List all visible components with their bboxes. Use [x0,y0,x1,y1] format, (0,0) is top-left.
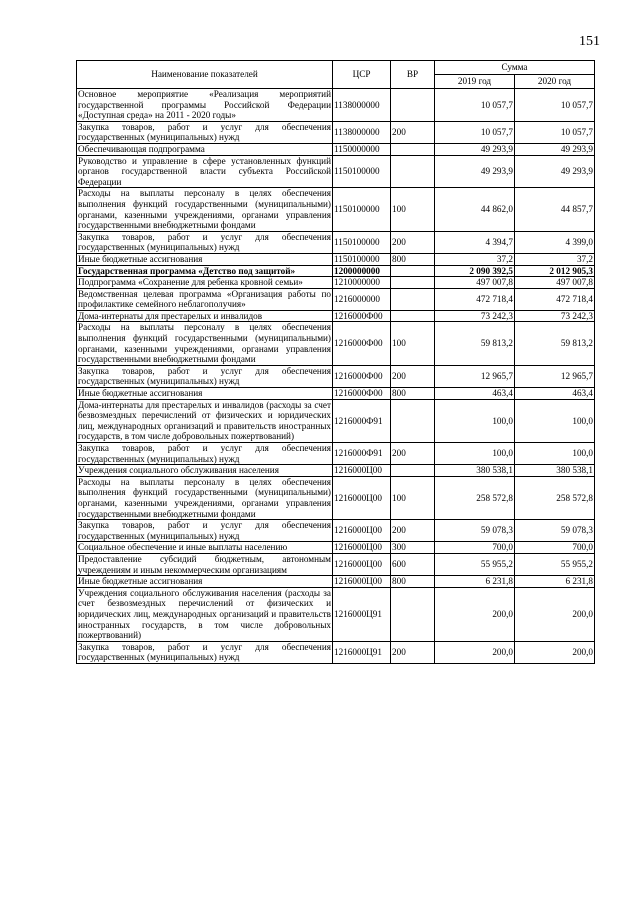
row-csr-cell: 1216000Ф00 [333,365,391,387]
row-amount-2020-cell: 59 078,3 [515,520,595,542]
row-vr-cell [391,265,435,277]
row-csr-cell: 1216000Ц00 [333,553,391,575]
page-number: 151 [579,34,600,49]
row-name-cell: Подпрограмма «Сохранение для ребенка кровной семьи» [77,277,333,289]
table-row [77,587,595,641]
row-vr-cell: 800 [391,253,435,265]
row-name-cell: Государственная программа «Детство под защитой» [77,265,333,277]
row-vr-cell: 100 [391,322,435,365]
table-row [77,231,595,253]
table-row [77,520,595,542]
row-csr-cell: 1216000Ф00 [333,322,391,365]
row-amount-2019-cell: 200,0 [435,587,515,641]
row-amount-2019-cell: 12 965,7 [435,365,515,387]
row-csr-cell: 1216000Ф91 [333,399,391,442]
budget-table [76,60,595,664]
row-amount-2020-cell: 6 231,8 [515,576,595,588]
row-amount-2020-cell: 59 813,2 [515,322,595,365]
row-vr-cell: 600 [391,553,435,575]
row-csr-cell: 1216000Ф00 [333,388,391,400]
row-vr-cell: 300 [391,542,435,554]
table-row [77,143,595,155]
row-csr-cell: 1216000Ц91 [333,587,391,641]
row-csr-cell: 1150000000 [333,143,391,155]
row-amount-2019-cell: 10 057,7 [435,89,515,122]
table-row [77,576,595,588]
row-vr-cell [391,465,435,477]
table-row [77,89,595,122]
header-csr: ЦСР [333,61,391,89]
row-amount-2019-cell: 49 293,9 [435,143,515,155]
row-csr-cell: 1150100000 [333,231,391,253]
row-vr-cell: 200 [391,520,435,542]
table-row [77,155,595,188]
row-name-cell: Основное мероприятие «Реализация мероприятий государственной программы Российской Федерации «Доступная среда» на 2011 - 2020 годы» [78,89,331,121]
row-vr-cell: 200 [391,641,435,663]
row-vr-cell: 200 [391,443,435,465]
table-row [77,288,595,310]
row-vr-cell [391,143,435,155]
row-amount-2019-cell: 2 090 392,5 [435,265,515,277]
row-amount-2020-cell: 37,2 [515,253,595,265]
row-amount-2020-cell: 472 718,4 [515,288,595,310]
row-csr-cell: 1216000Ц00 [333,476,391,519]
row-csr-cell: 1216000Ц00 [333,542,391,554]
row-amount-2019-cell: 100,0 [435,443,515,465]
row-csr-cell: 1216000Ц91 [333,641,391,663]
row-name-cell: Закупка товаров, работ и услуг для обеспечения государственных (муниципальных) нужд [78,641,331,663]
row-amount-2020-cell: 44 857,7 [515,188,595,231]
row-amount-2020-cell: 497 007,8 [515,277,595,289]
row-amount-2020-cell: 10 057,7 [515,121,595,143]
header-sum: Сумма [435,61,595,75]
table-row [77,476,595,519]
row-amount-2020-cell: 463,4 [515,388,595,400]
row-name-cell: Руководство и управление в сфере установленных функций органов государственной власти субъекта Российской Федерации [78,155,331,187]
row-amount-2019-cell: 380 538,1 [435,465,515,477]
table-row [77,253,595,265]
row-amount-2020-cell: 4 399,0 [515,231,595,253]
row-name-cell: Предоставление субсидий бюджетным, автономным учреждениям и иным некоммерческим организациям [78,553,331,575]
row-name-cell: Учреждения социального обслуживания населения (расходы за счет безвозмездных перечислений от физических и юридических лиц, международных организаций и правительств иностранных государств, в том числе добровольных пожертвований) [78,587,331,641]
row-name-cell: Дома-интернаты для престарелых и инвалидов [77,310,333,322]
row-name-cell: Закупка товаров, работ и услуг для обеспечения государственных (муниципальных) нужд [78,520,331,541]
row-vr-cell [391,310,435,322]
row-amount-2019-cell: 258 572,8 [435,476,515,519]
row-amount-2019-cell: 472 718,4 [435,288,515,310]
row-csr-cell: 1150100000 [333,253,391,265]
row-amount-2020-cell: 49 293,9 [515,143,595,155]
table-row [77,365,595,387]
row-amount-2020-cell: 73 242,3 [515,310,595,322]
row-csr-cell: 1150100000 [333,155,391,188]
row-vr-cell: 200 [391,121,435,143]
row-amount-2019-cell: 49 293,9 [435,155,515,188]
row-vr-cell [391,288,435,310]
table-row [77,443,595,465]
row-amount-2019-cell: 55 955,2 [435,553,515,575]
row-amount-2019-cell: 200,0 [435,641,515,663]
row-amount-2020-cell: 49 293,9 [515,155,595,188]
header-name: Наименование показателей [77,61,333,89]
row-csr-cell: 1216000Ф91 [333,443,391,465]
row-csr-cell: 1216000Ц00 [333,576,391,588]
table-row [77,277,595,289]
header-year-2020: 2020 год [515,75,595,89]
table-row [77,121,595,143]
row-vr-cell: 800 [391,576,435,588]
row-vr-cell: 100 [391,476,435,519]
row-csr-cell: 1138000000 [333,121,391,143]
row-name-cell: Иные бюджетные ассигнования [77,576,333,588]
row-name-cell: Закупка товаров, работ и услуг для обеспечения государственных (муниципальных) нужд [78,231,331,253]
table-row [77,188,595,231]
row-name-cell: Расходы на выплаты персоналу в целях обеспечения выполнения функций государственными (муниципальными) органами, казенными учреждениями, органами управления государственными внебюджетными фондами [78,476,331,519]
row-name-cell: Учреждения социального обслуживания населения [77,465,333,477]
row-csr-cell: 1200000000 [333,265,391,277]
row-amount-2020-cell: 200,0 [515,641,595,663]
row-amount-2019-cell: 497 007,8 [435,277,515,289]
row-csr-cell: 1150100000 [333,188,391,231]
row-amount-2019-cell: 44 862,0 [435,188,515,231]
row-amount-2020-cell: 100,0 [515,399,595,442]
row-vr-cell [391,277,435,289]
row-amount-2019-cell: 59 078,3 [435,520,515,542]
row-name-cell: Дома-интернаты для престарелых и инвалидов (расходы за счет безвозмездных перечислений от физических и юридических лиц, международных организаций и правительств иностранных государств, в том числе добровольных пожертвований) [78,399,331,442]
row-name-cell: Иные бюджетные ассигнования [77,253,333,265]
row-amount-2020-cell: 10 057,7 [515,89,595,122]
row-csr-cell: 1216000Ц00 [333,520,391,542]
row-amount-2019-cell: 10 057,7 [435,121,515,143]
row-name-cell: Ведомственная целевая программа «Организация работы по профилактике семейного неблагополучия» [78,288,331,310]
row-amount-2020-cell: 2 012 905,3 [515,265,595,277]
row-amount-2020-cell: 200,0 [515,587,595,641]
row-amount-2019-cell: 59 813,2 [435,322,515,365]
row-amount-2019-cell: 700,0 [435,542,515,554]
table-body [77,89,595,664]
header-vr: ВР [391,61,435,89]
table-row [77,542,595,554]
row-vr-cell: 200 [391,365,435,387]
row-amount-2019-cell: 4 394,7 [435,231,515,253]
row-amount-2020-cell: 700,0 [515,542,595,554]
row-name-cell: Закупка товаров, работ и услуг для обеспечения государственных (муниципальных) нужд [78,365,331,387]
row-amount-2019-cell: 73 242,3 [435,310,515,322]
row-amount-2020-cell: 380 538,1 [515,465,595,477]
row-name-cell: Закупка товаров, работ и услуг для обеспечения государственных (муниципальных) нужд [78,443,331,464]
row-csr-cell: 1216000000 [333,288,391,310]
row-vr-cell [391,399,435,442]
row-vr-cell: 100 [391,188,435,231]
row-name-cell: Обеспечивающая подпрограмма [77,143,333,155]
row-vr-cell: 800 [391,388,435,400]
row-name-cell: Закупка товаров, работ и услуг для обеспечения государственных (муниципальных) нужд [78,121,331,143]
row-name-cell: Социальное обеспечение и иные выплаты населению [77,542,333,554]
row-name-cell: Иные бюджетные ассигнования [77,388,333,400]
row-csr-cell: 1138000000 [333,89,391,122]
row-name-cell: Расходы на выплаты персоналу в целях обеспечения выполнения функций государственными (муниципальными) органами, казенными учреждениями, органами управления государственными внебюджетными фондами [78,188,331,231]
row-amount-2020-cell: 55 955,2 [515,553,595,575]
row-amount-2019-cell: 463,4 [435,388,515,400]
table-row [77,265,595,277]
row-amount-2019-cell: 6 231,8 [435,576,515,588]
table-row [77,399,595,442]
row-amount-2020-cell: 258 572,8 [515,476,595,519]
row-vr-cell [391,587,435,641]
row-amount-2019-cell: 100,0 [435,399,515,442]
table-row [77,465,595,477]
table-row [77,641,595,663]
table-row [77,553,595,575]
row-vr-cell [391,89,435,122]
row-vr-cell [391,155,435,188]
header-year-2019: 2019 год [435,75,515,89]
row-amount-2019-cell: 37,2 [435,253,515,265]
row-csr-cell: 1216000Ф00 [333,310,391,322]
table-row [77,310,595,322]
row-vr-cell: 200 [391,231,435,253]
table-row [77,388,595,400]
row-csr-cell: 1210000000 [333,277,391,289]
row-amount-2020-cell: 100,0 [515,443,595,465]
row-name-cell: Расходы на выплаты персоналу в целях обеспечения выполнения функций государственными (муниципальными) органами, казенными учреждениями, органами управления государственными внебюджетными фондами [78,322,331,365]
row-amount-2020-cell: 12 965,7 [515,365,595,387]
row-csr-cell: 1216000Ц00 [333,465,391,477]
table-row [77,322,595,365]
